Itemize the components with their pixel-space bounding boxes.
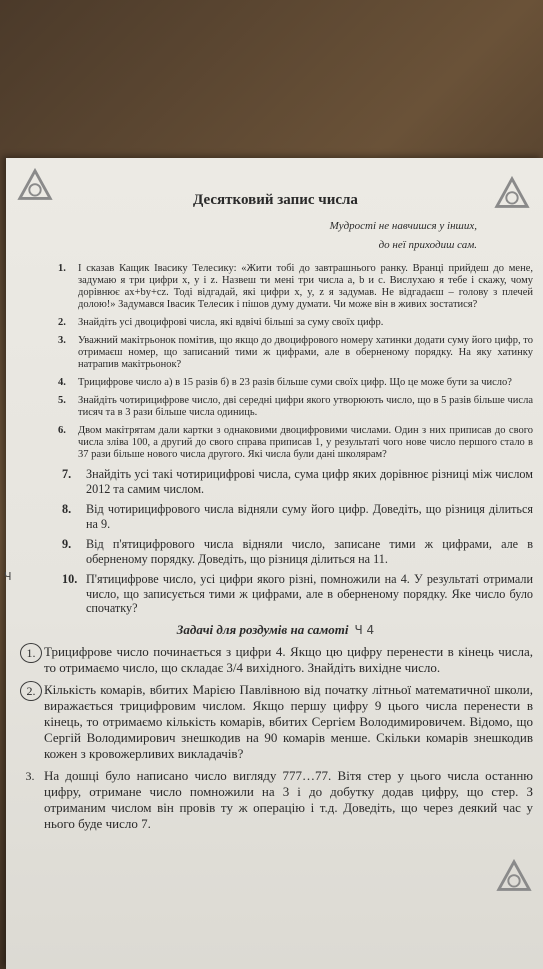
homework-item	[18, 644, 533, 676]
problem-list	[4, 263, 533, 616]
homework-text: На дошці було написано число вигляду 777…77. Вітя стер у цього числа останню цифру, отримане число помножили на 3 і до добутку додав цифру, що стер. З отриманим числом він провів ту ж операцію і т.д. Доведіть, що через деякий час у нього буде число 7.	[44, 767, 533, 831]
problem-item	[4, 570, 533, 616]
problem-item	[18, 467, 533, 496]
problem-item	[18, 502, 533, 531]
problem-text: Знайдіть чотирицифрове число, дві середні цифри якого утворюють число, що в 5 разів більше числа тисяч та в 3 рази більше числа одиниць.	[78, 395, 533, 418]
problem-item	[18, 425, 533, 461]
problem-number: 9.	[62, 537, 72, 551]
problem-number: 1.	[58, 263, 66, 274]
homework-list	[18, 644, 533, 832]
problem-number: 8.	[62, 502, 72, 516]
homework-number: 1.	[20, 643, 42, 663]
subtitle-text: Задачі для роздумів на самоті	[176, 621, 349, 637]
problem-item	[18, 395, 533, 419]
problem-number: 10.	[62, 572, 78, 586]
problem-text: І сказав Кащик Івасику Телесику: «Жити тобі до завтрашнього ранку. Вранці прийдеш до мене, задумаю я три цифри x, y і z. Назвеш ти мені три числа a, b и c. Вислухаю я тебе і скажу, чому дорівнює ax+by+cz. Тоді відгадай, які цифри x, y, z я задумав. Не відгадаєш – голову з плечей долою!» Задумався Івасик Телесик і пішов думу думати. Чи може він в живих зостатися?	[78, 263, 533, 310]
problem-item	[18, 377, 533, 389]
corner-ornament-icon	[495, 859, 533, 897]
problem-text: Від п'ятицифрового числа відняли число, записане тими ж цифрами, але в оберненому порядку. Доведіть, що різниця ділиться на 11.	[86, 537, 533, 566]
epigraph-line: Мудрості не навчишся у інших,	[329, 220, 477, 232]
problem-number: 5.	[58, 395, 66, 406]
handwritten-note: Ч 4	[354, 622, 375, 637]
problem-text: П'ятицифрове число, усі цифри якого різні, помножили на 4. У результаті отримали число, що записується тими ж цифрами, але в оберненому порядку. Яке число було спочатку?	[86, 572, 533, 615]
problem-number: 2.	[58, 317, 66, 328]
epigraph	[18, 217, 533, 255]
problem-item	[18, 317, 533, 329]
problem-text: Від чотирицифрового числа відняли суму його цифр. Доведіть, що різниця ділиться на 9.	[86, 502, 533, 531]
problem-text: Знайдіть усі двоцифрові числа, які вдвічі більші за суму своїх цифр.	[78, 317, 384, 328]
problem-text: Трицифрове число а) в 15 разів б) в 23 разів більше суми своїх цифр. Що це може бути за число?	[78, 377, 512, 388]
pencil-mark: Ч	[4, 570, 12, 583]
problem-item	[18, 537, 533, 566]
homework-number: 3.	[25, 768, 35, 783]
problem-number: 7.	[62, 467, 72, 481]
homework-text: Кількість комарів, вбитих Марією Павлівною від початку літньої математичної школи, виражається трицифровим числом. Якщо першу цифру 9 цього числа перенести в кінець, то отримаємо кількість комарів, вбитих Сергієм Володимировичем. Відомо, що Сергій Володимирович знешкодив на 90 комарів менше. Скільки комарів знешкодив кожен з кровожерливих викладачів?	[44, 681, 533, 761]
page-title: Десятковий запис числа	[193, 192, 358, 208]
problem-item	[18, 263, 533, 311]
problem-number: 6.	[58, 425, 66, 436]
homework-item	[18, 768, 533, 832]
problem-text: Двом макітрятам дали картки з однаковими двоцифровими числами. Один з них приписав до свого числа зліва 100, а другий до свого справа приписав 1, у результаті чого нове число першого стало в 37 рази більше нового числа другого. Які числа були дані школярам?	[78, 425, 533, 460]
homework-item	[18, 682, 533, 762]
problem-text: Уважний макітрьонок помітив, що якщо до двоцифрового номеру хатинки додати суму його цифр, то отримаєш номер, що записаний тими ж цифрами, але в оберненому порядку. На яку хатинку натрапив макітрьонок?	[78, 335, 533, 370]
paper-sheet	[6, 158, 543, 969]
document-content	[4, 182, 533, 838]
epigraph-line: до неї приходиш сам.	[378, 239, 477, 251]
problem-item	[18, 335, 533, 371]
problem-number: 3.	[58, 335, 66, 346]
homework-text: Трицифрове число починається з цифри 4. Якщо цю цифру перенести в кінець числа, то отримаємо число, що складає 3/4 вихідного. Знайдіть вихідне число.	[44, 643, 533, 675]
problem-text: Знайдіть усі такі чотирицифрові числа, сума цифр яких дорівнює різниці між числом 2012 та самим числом.	[86, 467, 533, 496]
problem-number: 4.	[58, 377, 66, 388]
section-subtitle	[18, 622, 533, 638]
homework-number: 2.	[20, 681, 42, 701]
